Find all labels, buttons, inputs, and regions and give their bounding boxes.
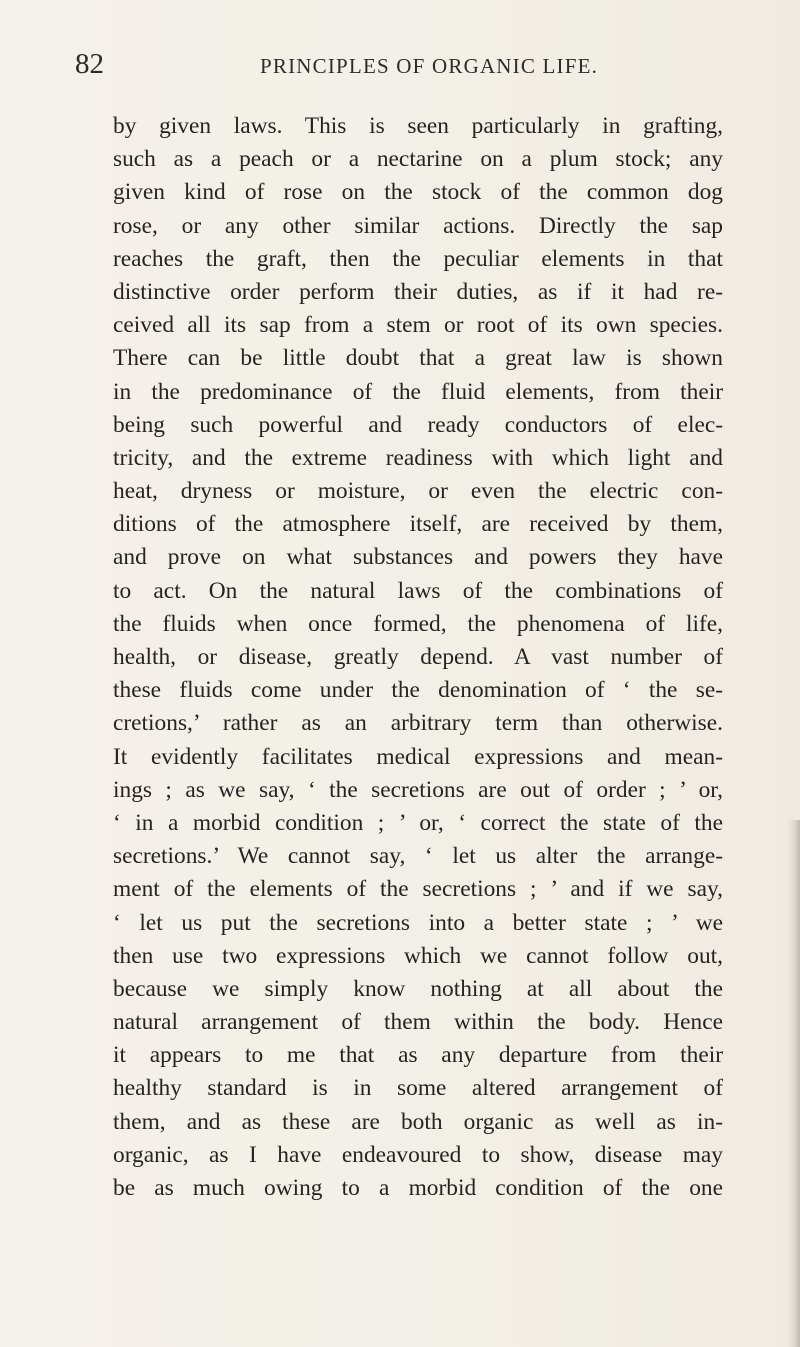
text-line: ceived all its sap from a stem or root of its own species. (113, 312, 723, 339)
text-line: the fluids when once formed, the phenomena of life, (113, 610, 723, 637)
text-line: it appears to me that as any departure from their (113, 1042, 723, 1069)
text-line: secretions.’ We cannot say, ‘ let us alter the arrange- (113, 843, 723, 870)
page-edge-shadow (786, 820, 800, 1347)
text-line: in the predominance of the fluid elements, from their (113, 378, 723, 405)
text-line: ‘ in a morbid condition ; ’ or, ‘ correct the state of the (113, 809, 723, 836)
text-line: heat, dryness or moisture, or even the electric con- (113, 478, 723, 505)
text-line: cretions,’ rather as an arbitrary term than otherwise. (113, 710, 723, 737)
text-line: then use two expressions which we cannot follow out, (113, 942, 723, 969)
text-line: to act. On the natural laws of the combinations of (113, 577, 723, 604)
page-number: 82 (75, 48, 104, 80)
text-line: these fluids come under the denomination of ‘ the se- (113, 677, 723, 704)
text-line: and prove on what substances and powers they have (113, 544, 723, 571)
text-line: them, and as these are both organic as well as in- (113, 1108, 723, 1135)
text-line: ings ; as we say, ‘ the secretions are out of order ; ’ or, (113, 776, 723, 803)
text-line: natural arrangement of them within the body. Hence (113, 1009, 723, 1036)
text-line: organic, as I have endeavoured to show, disease may (113, 1141, 723, 1168)
page-header (0, 48, 800, 88)
text-line: by given laws. This is seen particularly in grafting, (113, 113, 723, 139)
text-line: rose, or any other similar actions. Directly the sap (113, 212, 723, 239)
text-line: It evidently facilitates medical expressions and mean- (113, 743, 723, 770)
text-line: There can be little doubt that a great law is shown (113, 345, 723, 372)
text-line: distinctive order perform their duties, as if it had re- (113, 278, 723, 305)
text-line: ‘ let us put the secretions into a better state ; ’ we (113, 909, 723, 936)
text-line: tricity, and the extreme readiness with which light and (113, 444, 723, 471)
text-line: ditions of the atmosphere itself, are received by them, (113, 511, 723, 538)
text-line: healthy standard is in some altered arrangement of (113, 1075, 723, 1102)
running-head: PRINCIPLES OF ORGANIC LIFE. (260, 54, 599, 78)
text-line: reaches the graft, then the peculiar elements in that (113, 245, 723, 272)
text-line: such as a peach or a nectarine on a plum stock; any (113, 146, 723, 173)
text-line: health, or disease, greatly depend. A vast number of (113, 644, 723, 670)
text-line: ment of the elements of the secretions ; ’ and if we say, (113, 876, 723, 903)
text-line: being such powerful and ready conductors of elec- (113, 411, 723, 438)
text-line: because we simply know nothing at all about the (113, 975, 723, 1002)
text-line: be as much owing to a morbid condition of the one (113, 1175, 723, 1201)
text-line: given kind of rose on the stock of the common dog (113, 179, 723, 206)
body-text (113, 110, 723, 1205)
